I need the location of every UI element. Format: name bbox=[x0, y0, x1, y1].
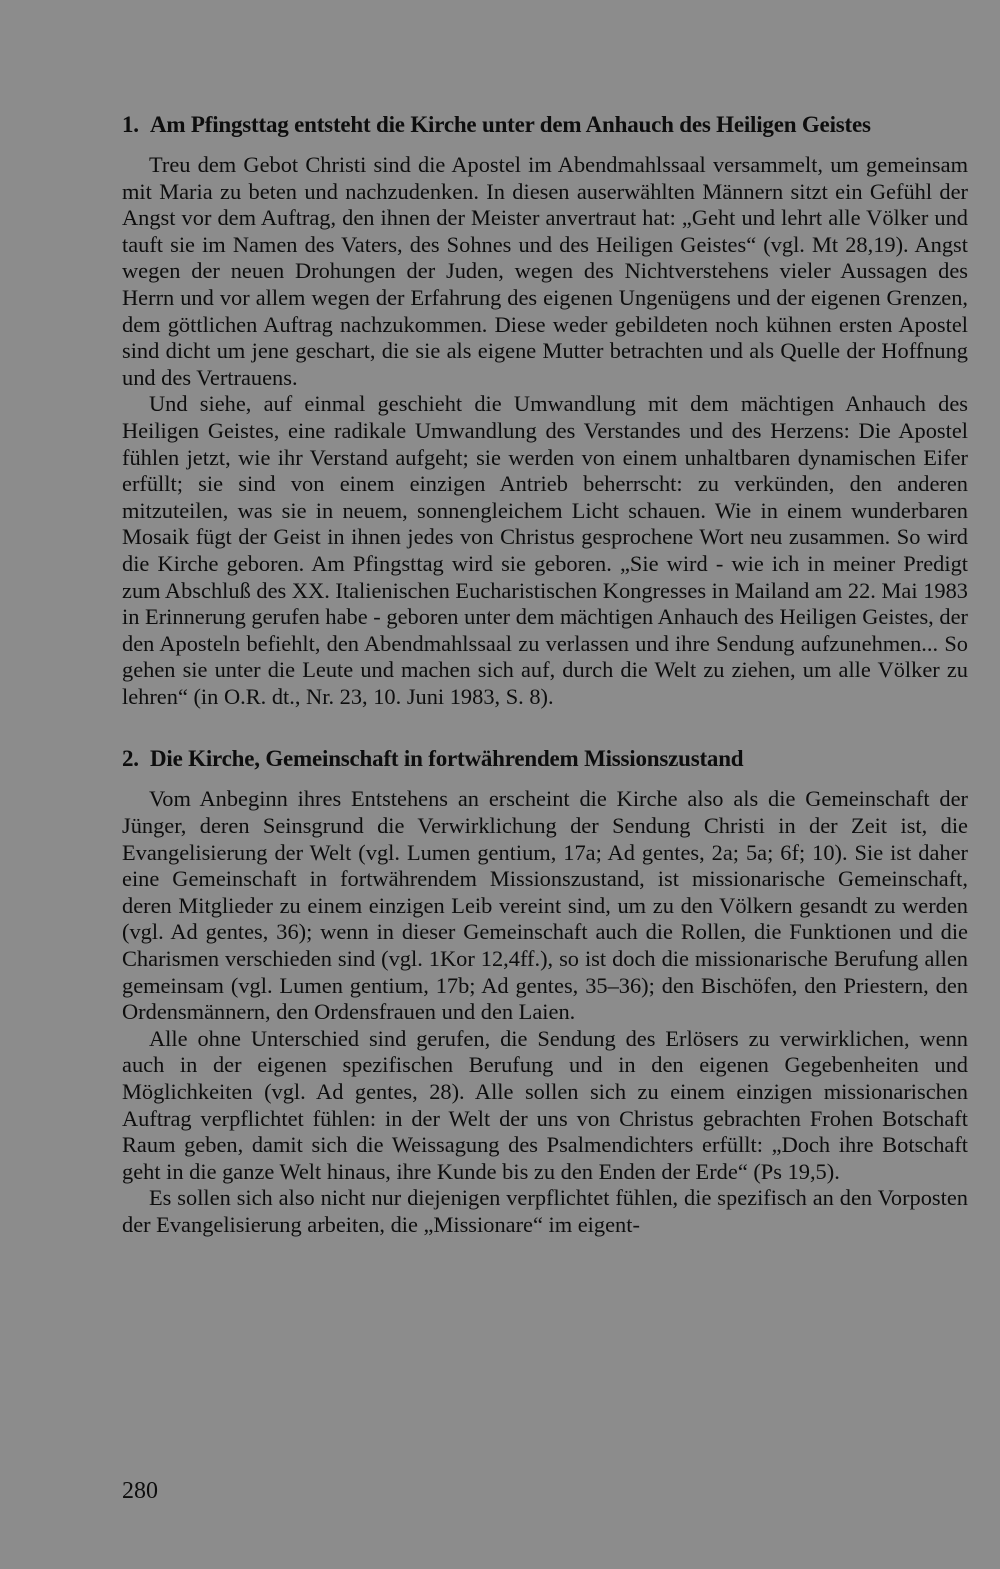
page-body bbox=[122, 110, 968, 1239]
section-2 bbox=[122, 744, 968, 1238]
paragraph: Und siehe, auf einmal geschieht die Umwandlung mit dem mächtigen Anhauch des Heiligen Geistes, eine radikale Umwandlung des Verstandes und des Herzens: Die Apostel fühlen jetzt, wie ihr Verstand aufgeht; sie werden von einem unhaltbaren dynamischen Eifer erfüllt; sie sind von einem einzigen Antrieb beherrscht: zu verkünden, den anderen mitzuteilen, was sie in neuem, sonnengleichem Licht schauen. Wie in einem wunderbaren Mosaik fügt der Geist in ihnen jedes von Christus gesprochene Wort neu zusammen. So wird die Kirche geboren. Am Pfingsttag wird sie geboren. „Sie wird - wie ich in meiner Predigt zum Abschluß des XX. Italienischen Eucharistischen Kongresses in Mailand am 22. Mai 1983 in Erinnerung gerufen habe - geboren unter dem mächtigen Anhauch des Heiligen Geistes, der den Aposteln befiehlt, den Abendmahlssaal zu verlassen und ihre Sendung aufzunehmen... So gehen sie unter die Leute und machen sich auf, durch die Welt zu ziehen, um alle Völker zu lehren“ (in O.R. dt., Nr. 23, 10. Juni 1983, S. 8). bbox=[122, 391, 968, 709]
section-number: 2. bbox=[122, 746, 139, 772]
section-heading bbox=[122, 110, 968, 140]
section-title: Die Kirche, Gemeinschaft in fortwährendem Missionszustand bbox=[150, 746, 744, 772]
page-number: 280 bbox=[122, 1478, 158, 1504]
paragraph: Alle ohne Unterschied sind gerufen, die Sendung des Erlösers zu verwirklichen, wenn auch in der eigenen spezifischen Berufung und in den eigenen Gegebenheiten und Möglichkeiten (vgl. Ad gentes, 28). Alle sollen sich zu einem einzigen missionarischen Auftrag verpflichtet fühlen: in der Welt der uns von Christus gebrachten Frohen Botschaft Raum geben, damit sich die Weissagung des Psalmendichters erfüllt: „Doch ihre Botschaft geht in die ganze Welt hinaus, ihre Kunde bis zu den Enden der Erde“ (Ps 19,5). bbox=[122, 1025, 968, 1184]
paragraph: Es sollen sich also nicht nur diejenigen verpflichtet fühlen, die spezifisch an den Vorposten der Evangelisierung arbeiten, die „Missionare“ im eigent- bbox=[122, 1185, 968, 1237]
paragraph: Treu dem Gebot Christi sind die Apostel im Abendmahlssaal versammelt, um gemeinsam mit Maria zu beten und nachzudenken. In diesen auserwählten Männern sitzt ein Gefühl der Angst vor dem Auftrag, den ihnen der Meister anvertraut hat: „Geht und lehrt alle Völker und tauft sie im Namen des Vaters, des Sohnes und des Heiligen Geistes“ (vgl. Mt 28,19). Angst wegen der neuen Drohungen der Juden, wegen des Nichtverstehens vieler Aussagen des Herrn und vor allem wegen der Erfahrung des eigenen Ungenügens und der eigenen Grenzen, dem göttlichen Auftrag nachzukommen. Diese weder gebildeten noch kühnen ersten Apostel sind dicht um jene geschart, die sie als eigene Mutter betrachten und als Quelle der Hoffnung und des Vertrauens. bbox=[122, 152, 968, 390]
section-title: Am Pfingsttag entsteht die Kirche unter dem Anhauch des Heiligen Geistes bbox=[150, 112, 871, 137]
paragraph: Vom Anbeginn ihres Entstehens an erscheint die Kirche also als die Gemeinschaft der Jünger, deren Seinsgrund die Verwirklichung der Sendung Christi in der Zeit ist, die Evangelisierung der Welt (vgl. Lumen gentium, 17a; Ad gentes, 2a; 5a; 6f; 10). Sie ist daher eine Gemeinschaft in fortwährendem Missionszustand, ist missionarische Gemeinschaft, deren Mitglieder zu einem einzigen Leib vereint sind, um zu den Völkern gesandt zu werden (vgl. Ad gentes, 36); wenn in dieser Gemeinschaft auch die Rollen, die Funktionen und die Charismen verschieden sind (vgl. 1Kor 12,4ff.), so ist doch die missionarische Berufung allen gemeinsam (vgl. Lumen gentium, 17b; Ad gentes, 35–36); den Bischöfen, den Priestern, den Ordensmännern, den Ordensfrauen und den Laien. bbox=[122, 786, 968, 1025]
section-1 bbox=[122, 110, 968, 710]
section-heading bbox=[122, 744, 968, 774]
section-number: 1. bbox=[122, 112, 139, 137]
